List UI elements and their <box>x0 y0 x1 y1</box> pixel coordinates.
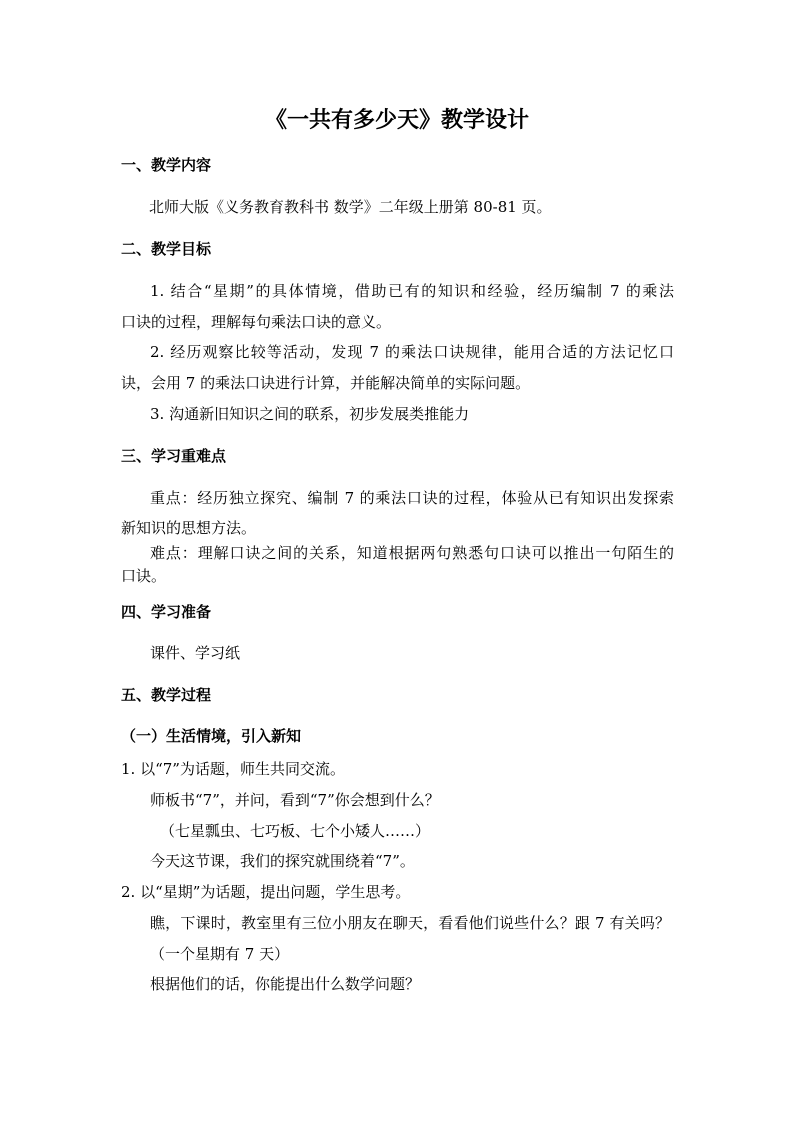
paragraph-line: 1. 以“7”为话题，师生共同交流。 <box>121 760 345 778</box>
paragraph-line: 瞧，下课时，教室里有三位小朋友在聊天，看看他们说些什么？跟 7 有关吗？ <box>150 914 670 932</box>
paragraph-line: （七星瓢虫、七巧板、七个小矮人……） <box>160 822 431 840</box>
paragraph-line: 2. 经历观察比较等活动，发现 7 的乘法口诀规律，能用合适的方法记忆口 <box>150 343 674 361</box>
section-heading-process: 五、教学过程 <box>121 686 212 704</box>
paragraph-line: 难点：理解口诀之间的关系，知道根据两句熟悉句口诀可以推出一句陌生的 <box>150 544 674 562</box>
paragraph-line: 新知识的思想方法。 <box>121 519 257 537</box>
section-heading-objectives: 二、教学目标 <box>121 240 212 258</box>
paragraph-line: 3. 沟通新旧知识之间的联系，初步发展类推能力 <box>150 405 470 423</box>
paragraph-line: 根据他们的话，你能提出什么数学问题？ <box>150 975 421 993</box>
section-heading-key-points: 三、学习重难点 <box>121 447 227 465</box>
paragraph-line: 今天这节课，我们的探究就围绕着“7”。 <box>150 852 415 870</box>
paragraph-line: 课件、学习纸 <box>150 644 241 662</box>
paragraph-line: 口诀。 <box>121 567 167 585</box>
paragraph-line: 重点：经历独立探究、编制 7 的乘法口诀的过程，体验从已有知识出发探索 <box>150 489 674 507</box>
paragraph-line: 2. 以“星期”为话题，提出问题，学生思考。 <box>121 883 411 901</box>
paragraph-line: 诀，会用 7 的乘法口诀进行计算，并能解决简单的实际问题。 <box>121 374 531 392</box>
document-title: 《一共有多少天》教学设计 <box>264 107 529 133</box>
paragraph-line: （一个星期有 7 天） <box>150 945 290 963</box>
paragraph-line: 师板书“7”，并问，看到“7”你会想到什么？ <box>150 791 440 809</box>
paragraph-line: 1. 结合“星期”的具体情境，借助已有的知识和经验，经历编制 7 的乘法 <box>150 282 674 300</box>
paragraph-line: 北师大版《义务教育教科书 数学》二年级上册第 80-81 页。 <box>149 198 552 216</box>
subsection-heading: （一）生活情境，引入新知 <box>121 727 302 745</box>
section-heading-content: 一、教学内容 <box>121 156 212 174</box>
section-heading-preparation: 四、学习准备 <box>121 603 212 621</box>
paragraph-line: 口诀的过程，理解每句乘法口诀的意义。 <box>121 313 392 331</box>
